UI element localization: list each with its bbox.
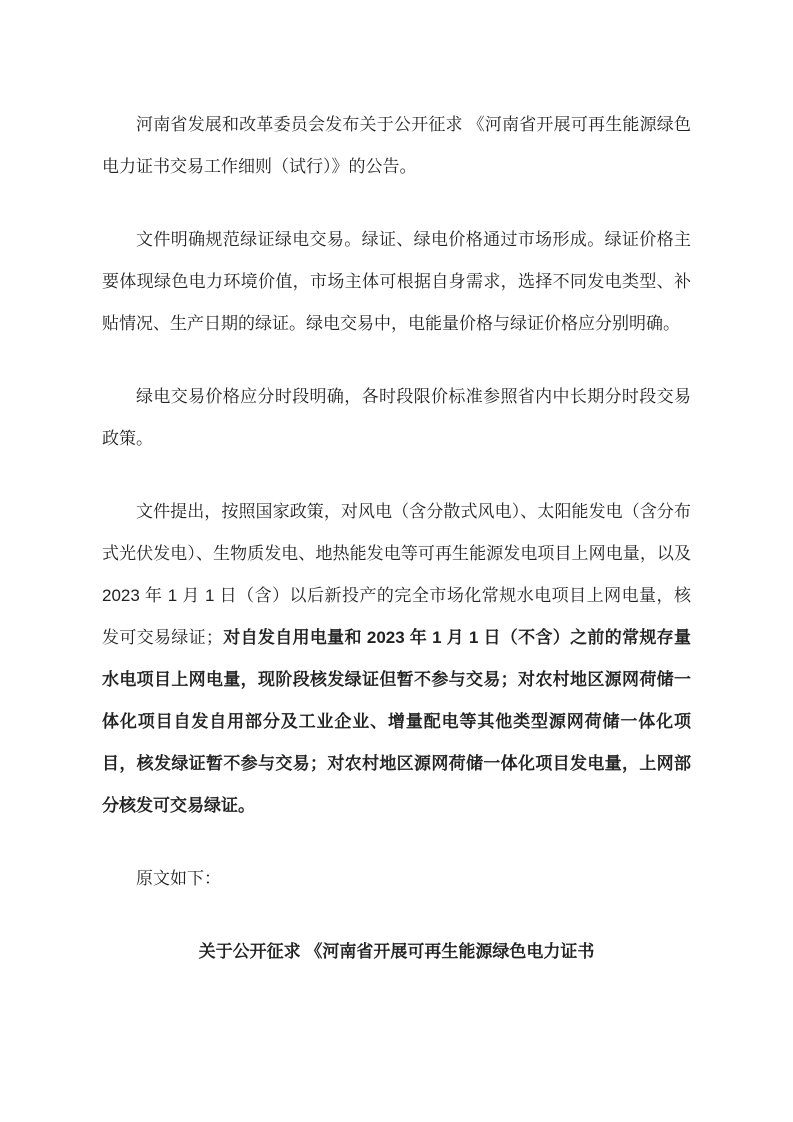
document-heading: 关于公开征求 《河南省开展可再生能源绿色电力证书 <box>198 942 595 961</box>
paragraph-price-policy: 绿电交易价格应分时段明确，各时段限价标准参照省内中长期分时段交易政策。 <box>102 387 691 448</box>
paragraph-certificate-rules-regular-text: 文件提出，按照国家政策，对风电（含分散式风电）、太阳能发电（含分布式光伏发电）、生物质发电、地热能发电等可再生能源发电项目上网电量，以及 2023 年 1 月 1 日（含）以后新投产的完全市场化常规水电项目上网电量，核发可交易绿证； <box>102 502 691 647</box>
paragraph-certificate-rules <box>102 491 691 827</box>
paragraph-file-overview: 文件明确规范绿证绿电交易。绿证、绿电价格通过市场形成。绿证价格主要体现绿色电力环境价值，市场主体可根据自身需求，选择不同发电类型、补贴情况、生产日期的绿证。绿电交易中，电能量价格与绿证价格应分别明确。 <box>102 230 691 333</box>
paragraph-announcement: 河南省发展和改革委员会发布关于公开征求 《河南省开展可再生能源绿色电力证书交易工作细则（试行）》的公告。 <box>102 115 691 176</box>
document-body <box>102 104 691 973</box>
paragraph-certificate-rules-bold-text: 对自发自用电量和 2023 年 1 月 1 日（不含）之前的常规存量水电项目上网电量，现阶段核发绿证但暂不参与交易；对农村地区源网荷储一体化项目自发自用部分及工业企业、增量配电等其他类型源网荷储一体化项目，核发绿证暂不参与交易；对农村地区源网荷储一体化项目发电量，上网部分核发可交易绿证。 <box>102 628 691 815</box>
paragraph-original-text-label: 原文如下： <box>136 869 221 888</box>
